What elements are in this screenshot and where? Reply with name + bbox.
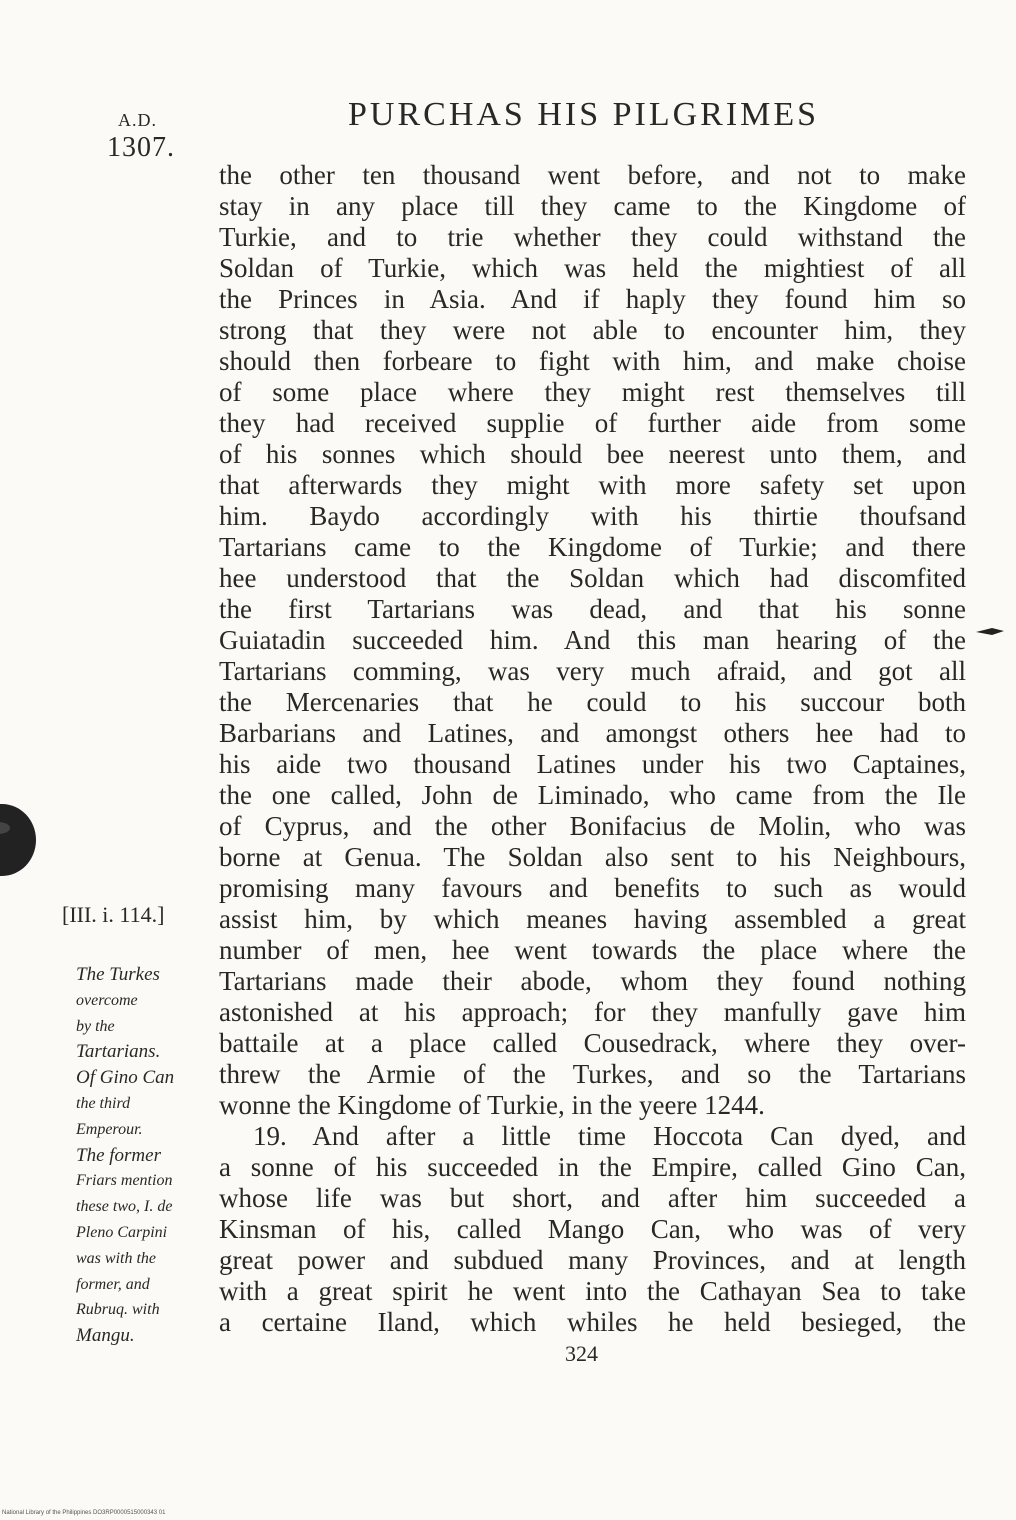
margin-note-line: former, and bbox=[76, 1275, 150, 1293]
margin-note-line: The former bbox=[76, 1144, 161, 1166]
anno-domini-label: A.D. bbox=[118, 110, 157, 130]
text-line: with a great spirit he went into the Cathayan Sea to take bbox=[219, 1276, 966, 1306]
text-line: promising many favours and benefits to such as would bbox=[219, 873, 966, 903]
text-line: Guiatadin succeeded him. And this man hearing of the bbox=[219, 625, 966, 655]
margin-note-line: Friars mention bbox=[76, 1172, 173, 1190]
running-title: PURCHAS HIS PILGRIMES bbox=[348, 96, 820, 133]
text-line: of his sonnes which should bee neerest unto them, and bbox=[219, 439, 966, 469]
text-line: should then forbeare to fight with him, and make choise bbox=[219, 346, 966, 376]
text-line: the other ten thousand went before, and not to make bbox=[219, 160, 966, 190]
margin-note-line: the third bbox=[76, 1094, 131, 1112]
scan-credit: National Library of the Philippines DO3RP0000515000343 01 bbox=[2, 1510, 166, 1516]
text-line: Kinsman of his, called Mango Can, who was of very bbox=[219, 1214, 966, 1244]
text-line: of some place where they might rest themselves till bbox=[219, 377, 966, 407]
text-line: astonished at his approach; for they manfully gave him bbox=[219, 997, 966, 1027]
text-line: wonne the Kingdome of Turkie, in the yeere 1244. bbox=[219, 1090, 765, 1120]
text-line: his aide two thousand Latines under his two Captaines, bbox=[219, 749, 966, 779]
text-line: hee understood that the Soldan which had discomfited bbox=[219, 563, 966, 593]
margin-note-line: Emperour. bbox=[76, 1120, 143, 1138]
text-line: of Cyprus, and the other Bonifacius de Molin, who was bbox=[219, 811, 966, 841]
volume-reference: [III. i. 114.] bbox=[62, 902, 165, 927]
text-line: him. Baydo accordingly with his thirtie thoufsand bbox=[219, 501, 966, 531]
text-line: great power and subdued many Provinces, and at length bbox=[219, 1245, 966, 1275]
text-line: they had received supplie of further aide from some bbox=[219, 408, 966, 438]
body-text bbox=[219, 160, 966, 1338]
text-line: number of men, hee went towards the place where the bbox=[219, 935, 966, 965]
text-line: assist him, by which meanes having assembled a great bbox=[219, 904, 966, 934]
text-line: the one called, John de Liminado, who came from the Ile bbox=[219, 780, 966, 810]
text-line: battaile at a place called Cousedrack, where they over- bbox=[219, 1028, 966, 1058]
margin-note-line: Pleno Carpini bbox=[76, 1223, 168, 1241]
text-line: the Princes in Asia. And if haply they found him so bbox=[219, 284, 966, 314]
margin-note-line: overcome bbox=[76, 991, 138, 1009]
text-line: Tartarians made their abode, whom they found nothing bbox=[219, 966, 966, 996]
text-line: a sonne of his succeeded in the Empire, called Gino Can, bbox=[219, 1152, 966, 1182]
text-line: stay in any place till they came to the Kingdome of bbox=[219, 191, 966, 221]
scan-thumb-shadow bbox=[0, 800, 42, 878]
text-line: threw the Armie of the Turkes, and so the Tartarians bbox=[219, 1059, 966, 1089]
margin-note-line: was with the bbox=[76, 1249, 157, 1267]
text-line: borne at Genua. The Soldan also sent to his Neighbours, bbox=[219, 842, 966, 872]
text-line: whose life was but short, and after him succeeded a bbox=[219, 1183, 966, 1213]
text-line: a certaine Iland, which whiles he held besieged, the bbox=[219, 1307, 966, 1337]
text-line: Tartarians came to the Kingdome of Turkie; and there bbox=[219, 532, 966, 562]
text-line: the Mercenaries that he could to his succour both bbox=[219, 687, 966, 717]
margin-note-line: by the bbox=[76, 1017, 115, 1035]
year-label: 1307. bbox=[107, 132, 175, 163]
text-line: strong that they were not able to encounter him, they bbox=[219, 315, 966, 345]
margin-notes bbox=[76, 962, 216, 1349]
margin-note-line: Mangu. bbox=[76, 1325, 135, 1347]
margin-note-line: Of Gino Can bbox=[76, 1067, 175, 1089]
margin-note-line: The Turkes bbox=[76, 964, 160, 985]
paragraph-start-line: 19. And after a little time Hoccota Can dyed, and bbox=[253, 1121, 966, 1151]
margin-note-line: these two, I. de bbox=[76, 1198, 173, 1216]
text-line: the first Tartarians was dead, and that his sonne bbox=[219, 594, 966, 624]
text-line: Turkie, and to trie whether they could withstand the bbox=[219, 222, 966, 252]
text-line: that afterwards they might with more safety set upon bbox=[219, 470, 966, 500]
scan-edge-mark bbox=[974, 624, 1004, 638]
margin-note-line: Tartarians. bbox=[76, 1041, 161, 1063]
margin-note-line: Rubruq. with bbox=[76, 1301, 160, 1319]
text-line: Soldan of Turkie, which was held the mightiest of all bbox=[219, 253, 966, 283]
page-number: 324 bbox=[565, 1341, 598, 1366]
text-line: Tartarians comming, was very much afraid, and got all bbox=[219, 656, 966, 686]
text-line: Barbarians and Latines, and amongst others hee had to bbox=[219, 718, 966, 748]
